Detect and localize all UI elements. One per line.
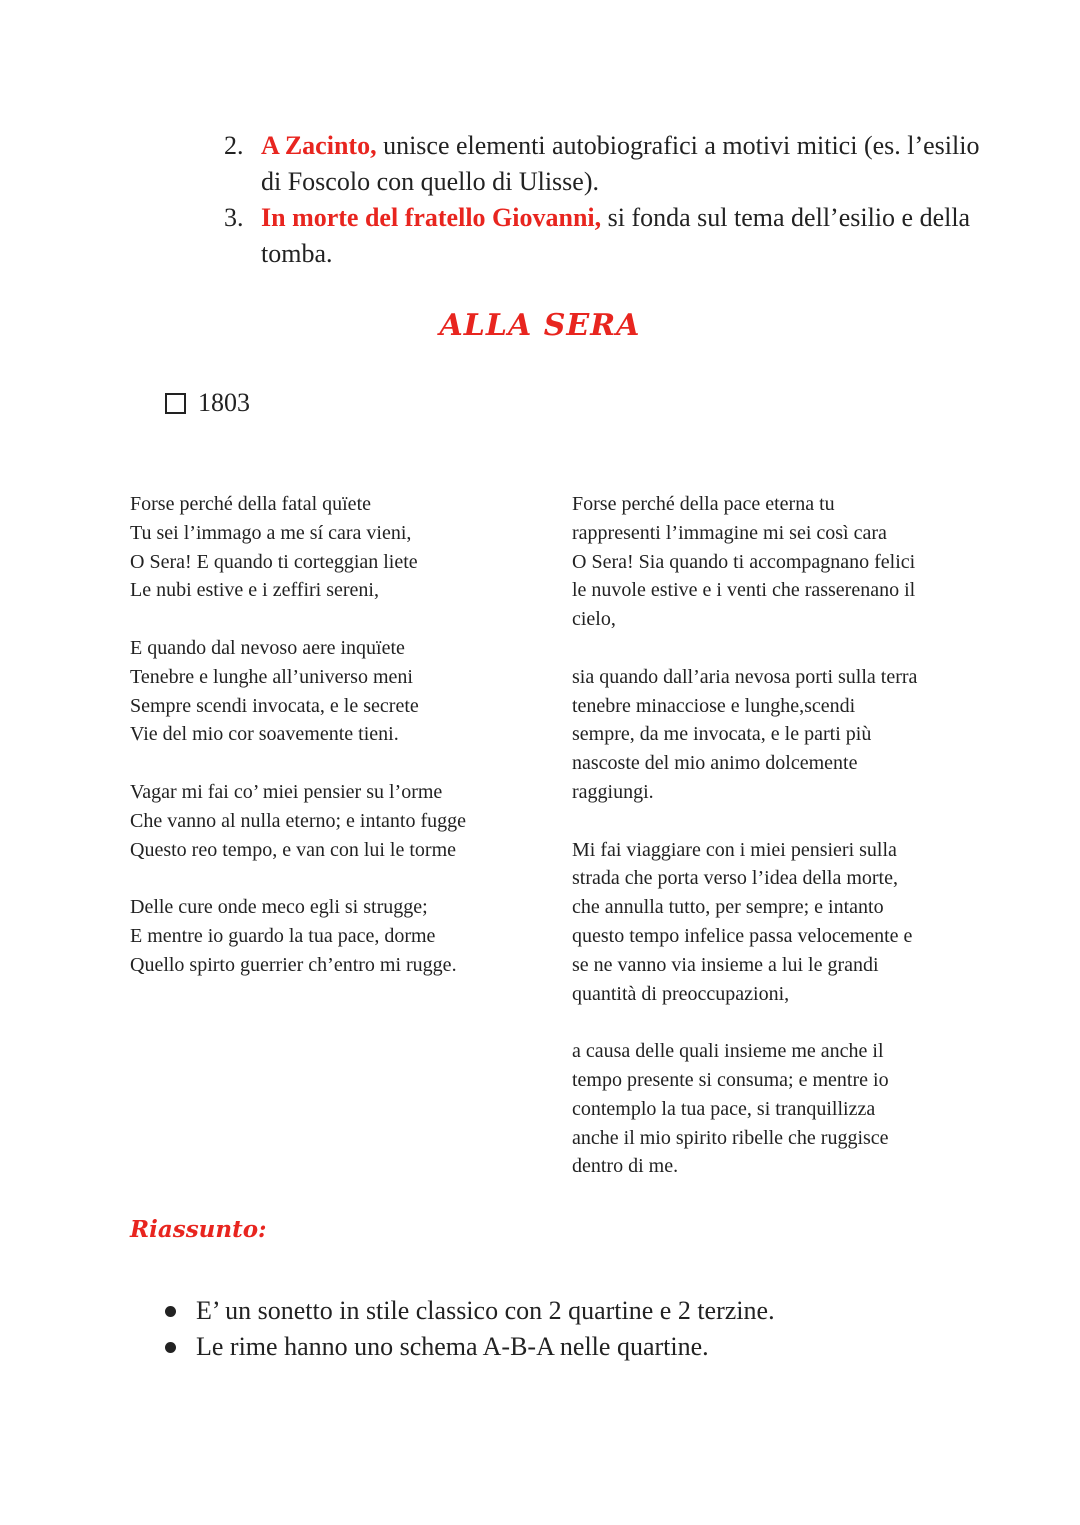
- poem-line: Questo reo tempo, e van con lui le torme: [130, 838, 457, 861]
- poem-line: Vie del mio cor soavemente tieni.: [130, 723, 399, 746]
- paraphrase-line: sia quando dall’aria nevosa porti sulla terra: [572, 665, 918, 688]
- paraphrase-line: che annulla tutto, per sempre; e intanto: [572, 896, 884, 919]
- list-item: [224, 200, 984, 272]
- summary-title: Riassunto:: [130, 1216, 267, 1243]
- poem-line: Delle cure onde meco egli si strugge;: [130, 896, 428, 919]
- list-item-text: unisce elementi autobiografici a motivi mitici (es. l’esilio di Foscolo con quello di Ulisse).: [261, 131, 980, 196]
- paraphrase-line: quantità di preoccupazioni,: [572, 982, 790, 1005]
- list-item-text: si fonda sul tema dell’esilio e della tomba.: [261, 203, 971, 268]
- checkbox-icon: [165, 393, 186, 414]
- list-item: [165, 1329, 1025, 1365]
- poem-title: ALLA SERA: [439, 308, 641, 343]
- paraphrase-line: tenebre minacciose e lunghe,scendi: [572, 694, 856, 717]
- list-item: [224, 128, 984, 200]
- paraphrase-line: nascoste del mio animo dolcemente: [572, 752, 858, 775]
- poem-paraphrase-column: [572, 490, 962, 1210]
- poem-stanza: [130, 778, 530, 864]
- paraphrase-line: le nuvole estive e i venti che rasserenano il: [572, 579, 916, 602]
- paraphrase-line: O Sera! Sia quando ti accompagnano felici: [572, 550, 916, 573]
- paraphrase-line: dentro di me.: [572, 1155, 679, 1178]
- paraphrase-stanza: [572, 663, 962, 807]
- poem-line: Le nubi estive e i zeffiri sereni,: [130, 579, 379, 602]
- date-line: [165, 388, 250, 418]
- paraphrase-line: questo tempo infelice passa velocemente e: [572, 924, 913, 947]
- bullet-text: Le rime hanno uno schema A-B-A nelle quartine.: [196, 1332, 709, 1361]
- poem-stanza: [130, 893, 530, 979]
- poem-line: Che vanno al nulla eterno; e intanto fugge: [130, 809, 467, 832]
- bullet-text: E’ un sonetto in stile classico con 2 quartine e 2 terzine.: [196, 1296, 775, 1325]
- summary-bullet-list: [165, 1293, 1025, 1365]
- poem-stanza: [130, 634, 530, 749]
- paraphrase-line: se ne vanno via insieme a lui le grandi: [572, 953, 879, 976]
- paraphrase-stanza: [572, 1037, 962, 1181]
- paraphrase-line: contemplo la tua pace, si tranquillizza: [572, 1097, 876, 1120]
- paraphrase-line: rappresenti l’immagine mi sei così cara: [572, 521, 887, 544]
- paraphrase-line: a causa delle quali insieme me anche il: [572, 1040, 884, 1063]
- list-number: 2.: [224, 131, 244, 160]
- poem-stanza: [130, 490, 530, 605]
- list-item-highlight: A Zacinto,: [261, 131, 377, 160]
- paraphrase-stanza: [572, 836, 962, 1009]
- poem-line: Quello spirto guerrier ch’entro mi rugge.: [130, 953, 457, 976]
- poem-line: E quando dal nevoso aere inquïete: [130, 636, 405, 659]
- bullet-icon: [165, 1306, 176, 1317]
- paraphrase-line: anche il mio spirito ribelle che ruggisce: [572, 1126, 889, 1149]
- poem-line: Forse perché della fatal quïete: [130, 493, 371, 515]
- date-text: 1803: [198, 388, 250, 417]
- paraphrase-line: tempo presente si consuma; e mentre io: [572, 1068, 889, 1091]
- poem-line: Sempre scendi invocata, e le secrete: [130, 694, 419, 717]
- paraphrase-line: Mi fai viaggiare con i miei pensieri sulla: [572, 838, 897, 861]
- paraphrase-line: strada che porta verso l’idea della morte,: [572, 867, 898, 890]
- poem-line: Vagar mi fai co’ miei pensier su l’orme: [130, 780, 443, 803]
- paraphrase-line: cielo,: [572, 608, 616, 631]
- bullet-icon: [165, 1342, 176, 1353]
- paraphrase-line: raggiungi.: [572, 780, 654, 803]
- paraphrase-line: sempre, da me invocata, e le parti più: [572, 723, 872, 746]
- list-item: [165, 1293, 1025, 1329]
- paraphrase-stanza: [572, 490, 962, 634]
- poem-line: Tenebre e lunghe all’universo meni: [130, 665, 413, 688]
- poem-line: O Sera! E quando ti corteggian liete: [130, 550, 418, 573]
- list-number: 3.: [224, 203, 244, 232]
- numbered-list: [224, 128, 984, 272]
- poem-original-column: [130, 490, 530, 1008]
- poem-line: E mentre io guardo la tua pace, dorme: [130, 924, 436, 947]
- paraphrase-line: Forse perché della pace eterna tu: [572, 493, 835, 515]
- poem-line: Tu sei l’immago a me sí cara vieni,: [130, 521, 412, 544]
- list-item-highlight: In morte del fratello Giovanni,: [261, 203, 602, 232]
